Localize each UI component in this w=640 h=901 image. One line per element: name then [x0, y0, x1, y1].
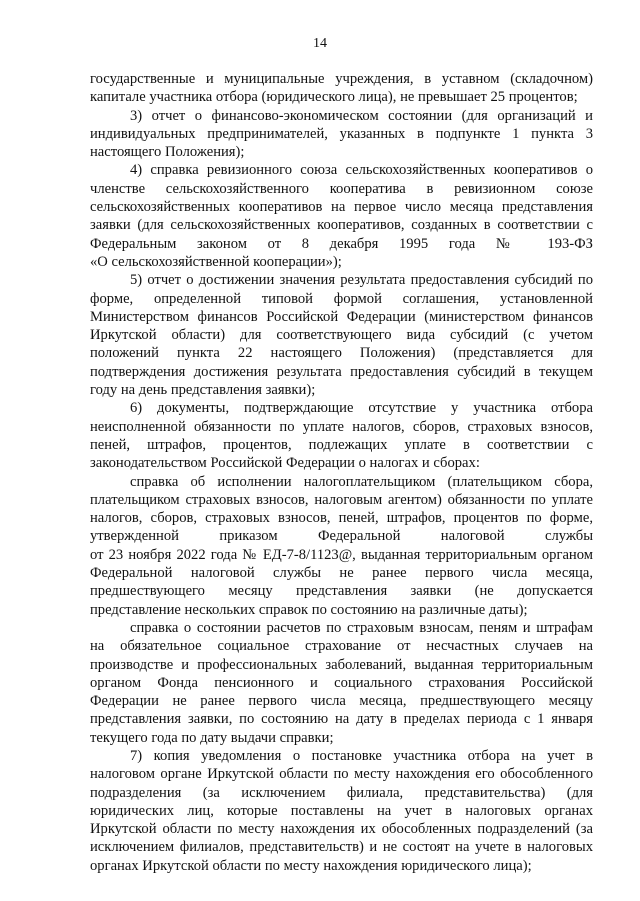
text-line: 5) отчет о достижении значения результата предоставления субсидий по — [130, 272, 593, 289]
paragraph-p6 — [90, 399, 593, 472]
text-line: капитале участника отбора (юридического лица), не превышает 25 процентов; — [90, 89, 578, 106]
text-line: 6) документы, подтверждающие отсутствие у участника отбора — [130, 400, 593, 417]
text-line: 7) копия уведомления о постановке участника отбора на учет в — [130, 747, 593, 764]
text-line: органом Фонда пенсионного и социального страхования Российской — [90, 674, 593, 691]
text-line: подтверждения достижения результата предоставления субсидий в текущем — [90, 363, 593, 380]
text-line: «О сельскохозяйственной кооперации»); — [90, 253, 342, 270]
paragraph-p3 — [90, 107, 593, 162]
text-line: органах Иркутской области по месту нахождения юридического лица); — [90, 857, 532, 874]
text-line: Иркутской области) для соответствующего вида субсидий (с учетом — [90, 327, 593, 344]
text-line: утвержденной приказом Федеральной налоговой службы — [90, 528, 593, 545]
paragraph-p4 — [90, 161, 593, 271]
text-line: справка об исполнении налогоплательщиком (плательщиком сбора, — [130, 473, 593, 490]
text-line: 4) справка ревизионного союза сельскохозяйственных кооперативов о — [130, 162, 593, 179]
text-line: неисполненной обязанности по уплате налогов, сборов, страховых взносов, — [90, 418, 593, 435]
text-line: налоговом органе Иркутской области по месту нахождения его обособленного — [90, 766, 593, 783]
text-line: на обязательное социальное страхование от несчастных случаев на — [90, 638, 593, 655]
document-body — [90, 70, 593, 875]
paragraph-p0 — [90, 70, 593, 107]
text-line: представление нескольких справок по состоянию на различные даты); — [90, 601, 528, 618]
text-line: индивидуальных предпринимателей, указанных в подпункте 1 пункта 3 — [90, 125, 593, 142]
text-line: заявки (для сельскохозяйственных кооперативов, созданных в соответствии с — [90, 217, 593, 234]
text-line: представления заявки, по состоянию на дату в пределах периода с 1 января — [90, 711, 593, 728]
text-line: форме, определенной типовой формой соглашения, установленной — [90, 290, 593, 307]
paragraph-p5 — [90, 271, 593, 399]
text-line: производстве и профессиональных заболеваний, выданная территориальным — [90, 656, 593, 673]
text-line: налогов, сборов, страховых взносов, пеней, штрафов, процентов по форме, — [90, 510, 593, 527]
text-line: юридических лиц, которые поставлены на учет в налоговых органах — [90, 802, 593, 819]
text-line: текущего года по дату выдачи справки; — [90, 729, 334, 746]
text-line: законодательством Российской Федерации о налогах и сборах: — [90, 455, 480, 472]
text-line: сельскохозяйственных кооперативов на первое число месяца представления — [90, 199, 593, 216]
paragraph-p6a — [90, 473, 593, 619]
text-line: государственные и муниципальные учреждения, в уставном (складочном) — [90, 71, 593, 87]
text-line: Министерством финансов Российской Федерации (министерством финансов — [90, 308, 593, 325]
page-number: 14 — [313, 36, 327, 51]
text-line: году на день представления заявки); — [90, 382, 316, 399]
text-line: Федерации не ранее первого числа месяца, предшествующего месяцу — [90, 693, 593, 710]
text-line: предшествующего месяцу представления заявки (не допускается — [90, 583, 593, 600]
text-line: Федеральной налоговой службы не ранее первого числа месяца, — [90, 565, 593, 582]
paragraph-p6b — [90, 619, 593, 747]
text-line: 3) отчет о финансово-экономическом состоянии (для организаций и — [130, 107, 593, 124]
text-line: от 23 ноября 2022 года № ЕД-7-8/1123@, выданная территориальным органом — [90, 546, 593, 563]
text-line: Иркутской области по месту нахождения их обособленных подразделений (за — [90, 821, 593, 838]
text-line: справка о состоянии расчетов по страховым взносам, пеням и штрафам — [130, 619, 593, 636]
paragraph-p7 — [90, 747, 593, 875]
text-line: подразделения (за исключением филиала, представительства) (для — [90, 784, 593, 801]
text-line: положений пункта 22 настоящего Положения) (представляется для — [90, 345, 593, 362]
text-line: Федеральным законом от 8 декабря 1995 года № 193-ФЗ — [90, 235, 593, 252]
text-line: плательщиком страховых взносов, налоговым агентом) обязанности по уплате — [90, 491, 593, 508]
text-line: пеней, штрафов, процентов, подлежащих уплате в соответствии с — [90, 436, 593, 453]
text-line: настоящего Положения); — [90, 144, 245, 161]
text-line: исключением филиалов, представительств) и не состоят на учете в налоговых — [90, 839, 593, 856]
text-line: членстве сельскохозяйственного кооператива в ревизионном союзе — [90, 180, 593, 197]
